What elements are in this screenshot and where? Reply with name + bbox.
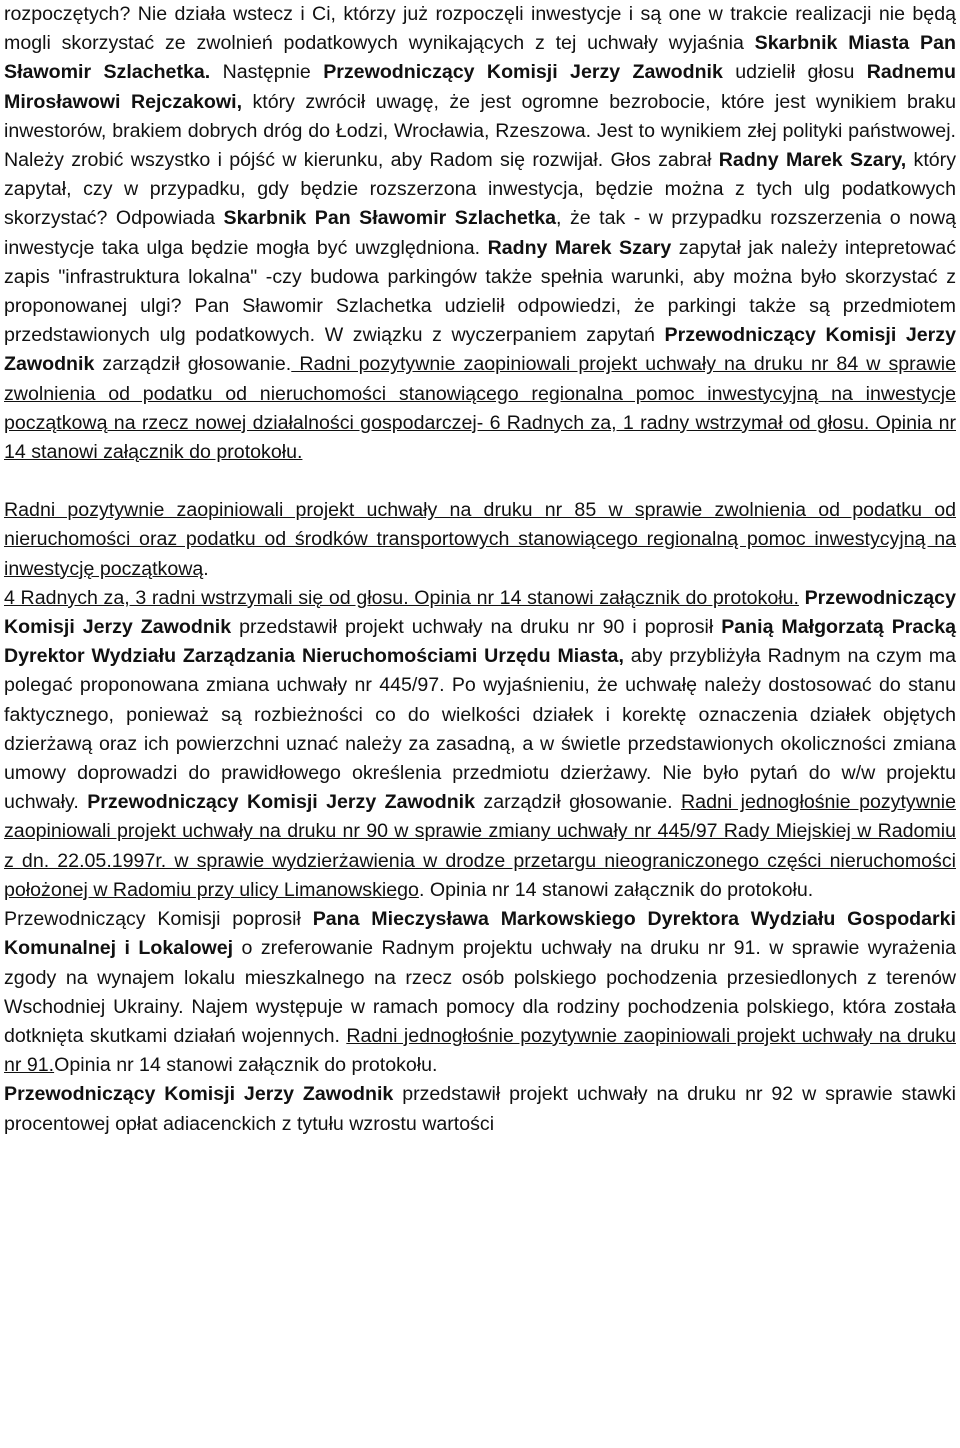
underlined-text-segment: Radni pozytywnie zaopiniowali projekt uchwały na druku nr 85 w sprawie zwolnienia od podatku od nieruchomości oraz podatku od środków transportowych stanowiącego regionalną pomoc inwestycyjną na inwestycję początkową: [4, 499, 956, 580]
bold-text-segment: Skarbnik Pan Sławomir Szlachetka: [223, 207, 557, 230]
text-segment: .: [203, 557, 209, 580]
text-segment: o zreferowanie Radnym projektu uchwały na druku nr 91. w sprawie wyrażenia zgody na wynajem lokalu mieszkalnego na rzecz osób polskiego pochodzenia przesiedlonych z terenów Wschodniej Ukrainy. Najem występuje w ramach pomocy dla rodziny pochodzenia polskiego, która została dotknięta skutkami działań wojennych.: [4, 937, 957, 1047]
bold-text-segment: Radny Marek Szary,: [718, 149, 907, 172]
text-segment: Przewodniczący Komisji poprosił: [4, 908, 313, 931]
paragraph: [4, 0, 956, 467]
paragraph: [4, 1080, 956, 1138]
paragraph: [4, 496, 956, 584]
bold-text-segment: Radnemu Mirosławowi Rejczakowi,: [4, 61, 957, 113]
bold-text-segment: Przewodniczący Komisji Jerzy Zawodnik: [4, 1083, 394, 1106]
underlined-text-segment: Radni pozytywnie zaopiniowali projekt uchwały na druku nr 84 w sprawie zwolnienia od podatku od nieruchomości stanowiącego regionalna pomoc inwestycyjną na inwestycje początkową na rzecz nowej działalności gospodarczej- 6 Radnych za, 1 radny wstrzymał od głosu. Opinia nr 14 stanowi załącznik do protokołu.: [4, 353, 956, 464]
text-segment: Następnie: [210, 61, 324, 84]
underlined-text-segment: Radni jednogłośnie pozytywnie zaopiniowali projekt uchwały na druku nr 90 w sprawie zmiany uchwały nr 445/97 Rady Miejskiej w Radomiu z dn. 22.05.1997r. w sprawie wydzierżawienia w drodze przetargu nieograniczonego części nieruchomości położonej w Radomiu przy ulicy Limanowskiego: [4, 791, 956, 901]
text-segment: udzielił głosu: [722, 61, 867, 84]
text-segment: przedstawił projekt uchwały na druku nr 90 i poprosił: [231, 616, 722, 639]
text-segment: Opinia nr 14 stanowi załącznik do protokołu.: [54, 1054, 438, 1077]
paragraph-spacer: [4, 467, 956, 496]
text-segment: zarządził głosowanie.: [475, 791, 682, 814]
bold-text-segment: Radny Marek Szary: [487, 236, 672, 259]
bold-text-segment: Przewodniczący Komisji Jerzy Zawodnik: [4, 324, 956, 376]
underlined-text-segment: 4 Radnych za, 3 radni wstrzymali się od głosu. Opinia nr 14 stanowi załącznik do protokołu.: [4, 586, 799, 609]
bold-text-segment: Przewodniczący Komisji Jerzy Zawodnik: [87, 791, 476, 814]
bold-text-segment: Pana Mieczysława Markowskiego Dyrektora Wydziału Gospodarki Komunalnej i Lokalowej: [4, 908, 956, 960]
paragraph: [4, 584, 956, 905]
text-segment: zarządził głosowanie.: [94, 353, 292, 376]
text-segment: zapytał jak należy intepretować zapis "infrastruktura lokalna" -czy budowa parkingów także spełnia warunki, aby można było skorzystać z proponowanej ulgi? Pan Sławomir Szlachetka udzielił odpowiedzi, że parkingi także są przedmiotem przedstawionych ulg podatkowych. W związku z wyczerpaniem zapytań: [4, 236, 957, 347]
text-segment: rozpoczętych? Nie działa wstecz i Ci, którzy już rozpoczęli inwestycje i są one w trakcie realizacji nie będą mogli skorzystać ze zwolnień podatkowych wynikających z tej uchwały wyjaśnia: [4, 3, 956, 55]
text-segment: przedstawił projekt uchwały na druku nr 92 w sprawie stawki procentowej opłat adiacenckich z tytułu wzrostu wartości: [4, 1083, 956, 1135]
text-segment: . Opinia nr 14 stanowi załącznik do protokołu.: [418, 878, 814, 901]
text-segment: , że tak - w przypadku rozszerzenia o nową inwestycje taka ulga będzie mogła być uwzględniona.: [4, 207, 956, 259]
underlined-text-segment: Radni jednogłośnie pozytywnie zaopiniowali projekt uchwały na druku nr 91.: [4, 1024, 956, 1077]
bold-text-segment: Panią Małgorzatą Pracką Dyrektor Wydziału Zarządzania Nieruchomościami Urzędu Miasta,: [4, 616, 956, 668]
bold-text-segment: Przewodniczący Komisji Jerzy Zawodnik: [323, 61, 723, 84]
text-segment: który zapytał, czy w przypadku, gdy będzie rozszerzona inwestycja, będzie można z tych ulg podatkowych skorzystać? Odpowiada: [4, 149, 956, 230]
bold-text-segment: Przewodniczący Komisji Jerzy Zawodnik: [4, 586, 956, 639]
text-segment: aby przybliżyła Radnym na czym ma polegać proponowana zmiana uchwały nr 445/97. Po wyjaśnieniu, że uchwałę należy dostosować do stanu faktycznego, ponieważ są rozbieżności co do wielkości działek i korektę oznaczenia działek objętych dzierżawą oraz ich powierzchni uznać należy za zasadną, a w świetle przedstawionych okoliczności zmiana umowy doprowadzi do prawidłowego określenia przedmiotu dzierżawy. Nie było pytań do w/w projektu uchwały.: [4, 645, 956, 814]
paragraph: [4, 905, 956, 1080]
bold-text-segment: Skarbnik Miasta Pan Sławomir Szlachetka.: [4, 32, 956, 84]
text-segment: który zwrócił uwagę, że jest ogromne bezrobocie, które jest wynikiem braku inwestorów, brakiem dobrych dróg do Łodzi, Wrocławia, Rzeszowa. Jest to wynikiem złej polityki państwowej. Należy zrobić wszystko i pójść w kierunku, aby Radom się rozwijał. Głos zabrał: [4, 90, 956, 172]
